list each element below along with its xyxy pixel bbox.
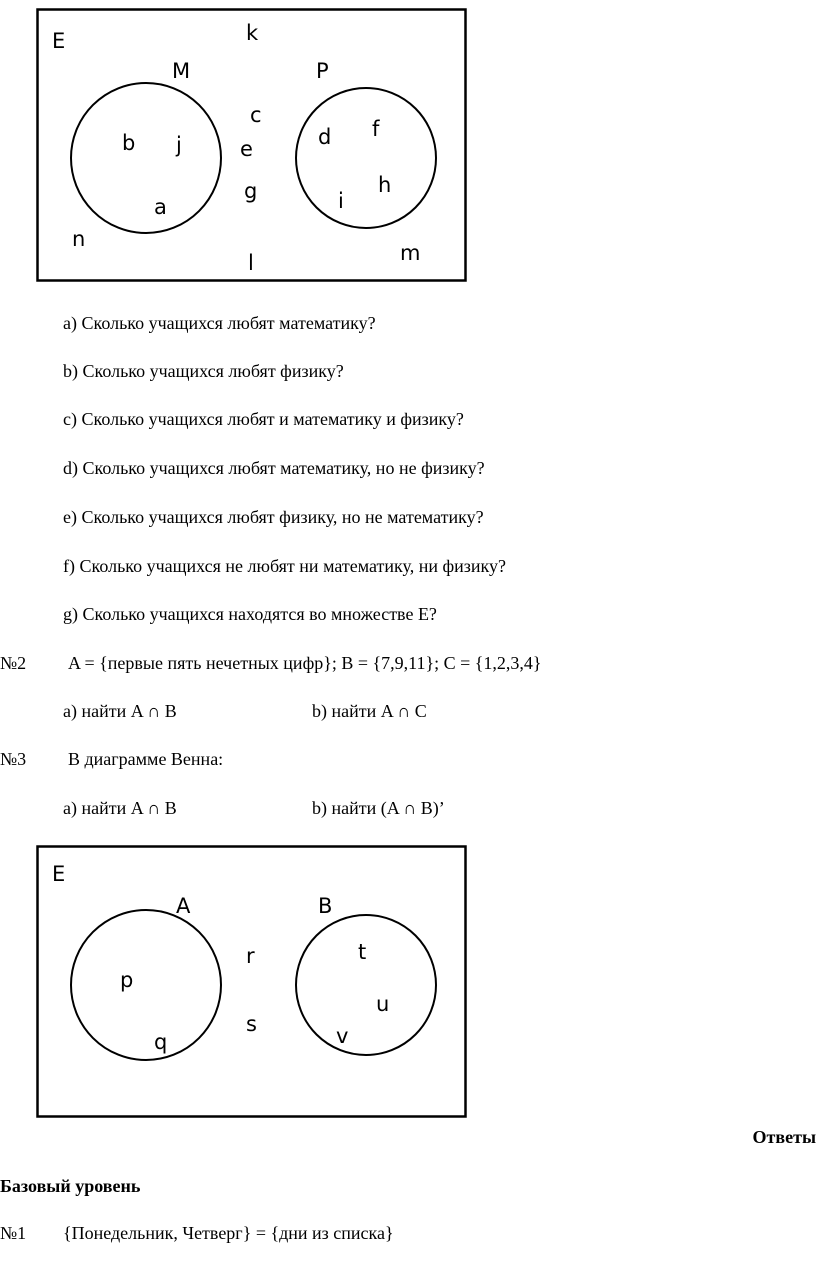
intersection-element: r bbox=[246, 944, 255, 968]
right-element: h bbox=[378, 173, 392, 197]
question-a: a) Сколько учащихся любят математику? bbox=[63, 313, 376, 333]
question-f: f) Сколько учащихся не любят ни математику, ни физику? bbox=[63, 556, 506, 576]
set-right-label: B bbox=[318, 894, 333, 918]
set-left-label: A bbox=[176, 894, 191, 918]
question-e: e) Сколько учащихся любят физику, но не математику? bbox=[63, 507, 484, 527]
set-m-circle bbox=[71, 83, 221, 233]
right-element: f bbox=[372, 117, 380, 141]
left-element: j bbox=[176, 133, 182, 157]
universe-label: E bbox=[52, 862, 66, 886]
right-element: t bbox=[358, 940, 367, 964]
outside-element: m bbox=[400, 241, 421, 265]
task3-number: №3 bbox=[0, 749, 27, 769]
set-a-circle bbox=[71, 910, 221, 1060]
intersection-element: g bbox=[244, 179, 258, 203]
task2-number: №2 bbox=[0, 653, 27, 673]
intersection-element: e bbox=[240, 137, 253, 161]
right-element: u bbox=[376, 992, 390, 1016]
intersection-element: c bbox=[250, 103, 262, 127]
set-p-circle bbox=[296, 88, 436, 228]
set-left-label: M bbox=[172, 59, 191, 83]
task3-part-a: a) найти A ∩ B bbox=[63, 798, 177, 818]
outside-element: k bbox=[246, 21, 259, 45]
left-element: q bbox=[154, 1030, 168, 1054]
right-element: i bbox=[338, 189, 344, 213]
set-b-circle bbox=[296, 915, 436, 1055]
answer1-number: №1 bbox=[0, 1223, 27, 1243]
outside-element: l bbox=[248, 251, 254, 275]
level-heading: Базовый уровень bbox=[0, 1176, 141, 1196]
outside-element: n bbox=[72, 227, 86, 251]
right-element: d bbox=[318, 125, 332, 149]
question-g: g) Сколько учащихся находятся во множестве E? bbox=[63, 604, 437, 624]
set-right-label: P bbox=[316, 59, 329, 83]
venn-diagram-1 bbox=[36, 8, 470, 286]
answer1-text: {Понедельник, Четверг} = {дни из списка} bbox=[63, 1223, 394, 1243]
task2-part-a: a) найти A ∩ B bbox=[63, 701, 177, 721]
intersection-element: s bbox=[246, 1012, 257, 1036]
universe-label: E bbox=[52, 29, 66, 53]
universe-rect bbox=[38, 847, 466, 1117]
question-d: d) Сколько учащихся любят математику, но не физику? bbox=[63, 458, 485, 478]
venn-diagram-2 bbox=[36, 845, 470, 1121]
right-element: v bbox=[336, 1024, 349, 1048]
left-element: a bbox=[154, 195, 167, 219]
answers-heading: Ответы bbox=[752, 1127, 816, 1147]
task2-text: A = {первые пять нечетных цифр}; B = {7,9,11}; C = {1,2,3,4} bbox=[68, 653, 542, 673]
question-b: b) Сколько учащихся любят физику? bbox=[63, 361, 344, 381]
task2-part-b: b) найти A ∩ C bbox=[312, 701, 427, 721]
question-c: c) Сколько учащихся любят и математику и физику? bbox=[63, 409, 464, 429]
task3-part-b: b) найти (A ∩ B)’ bbox=[312, 798, 445, 818]
left-element: p bbox=[120, 968, 134, 992]
task3-text: В диаграмме Венна: bbox=[68, 749, 224, 769]
left-element: b bbox=[122, 131, 136, 155]
